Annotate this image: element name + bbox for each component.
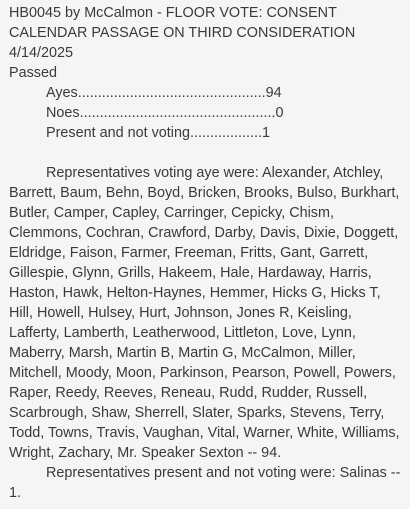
vote-result: Passed xyxy=(9,65,57,81)
vote-title-line-1: HB0045 by McCalmon - FLOOR VOTE: CONSENT xyxy=(9,5,337,21)
spacer xyxy=(9,143,409,163)
noes-count: Noes.................................................0 xyxy=(46,105,284,121)
present-not-voting-count: Present and not voting..................1 xyxy=(46,125,270,141)
vote-record xyxy=(9,3,409,503)
present-not-voting-paragraph: Representatives present and not voting were: Salinas -- 1. xyxy=(9,465,401,501)
ayes-count: Ayes...............................................94 xyxy=(46,85,282,101)
vote-title-line-2: CALENDAR PASSAGE ON THIRD CONSIDERATION xyxy=(9,25,356,41)
vote-date: 4/14/2025 xyxy=(9,45,74,61)
aye-voters-paragraph: Representatives voting aye were: Alexander, Atchley, Barrett, Baum, Behn, Boyd, Bricken, Brooks, Bulso, Burkhart, Butler, Camper, Capley, Carringer, Cepicky, Chism, Clemmons, Cochran, Crawford, Darby, Davis, Dixie, Doggett, Eldridge, Faison, Farmer, Freeman, Fritts, Gant, Garrett, Gillespie, Glynn, Grills, Hakeem, Hale, Hardaway, Harris, Haston, Hawk, Helton-Haynes, Hemmer, Hicks G, Hicks T, Hill, Howell, Hulsey, Hurt, Johnson, Jones R, Keisling, Lafferty, Lamberth, Leatherwood, Littleton, Love, Lynn, Maberry, Marsh, Martin B, Martin G, McCalmon, Miller, Mitchell, Moody, Moon, Parkinson, Pearson, Powell, Powers, Raper, Reedy, Reeves, Reneau, Rudd, Rudder, Russell, Scarbrough, Shaw, Sherrell, Slater, Sparks, Stevens, Terry, Todd, Towns, Travis, Vaughan, Vital, Warner, White, Williams, Wright, Zachary, Mr. Speaker Sexton -- 94. xyxy=(9,165,400,461)
